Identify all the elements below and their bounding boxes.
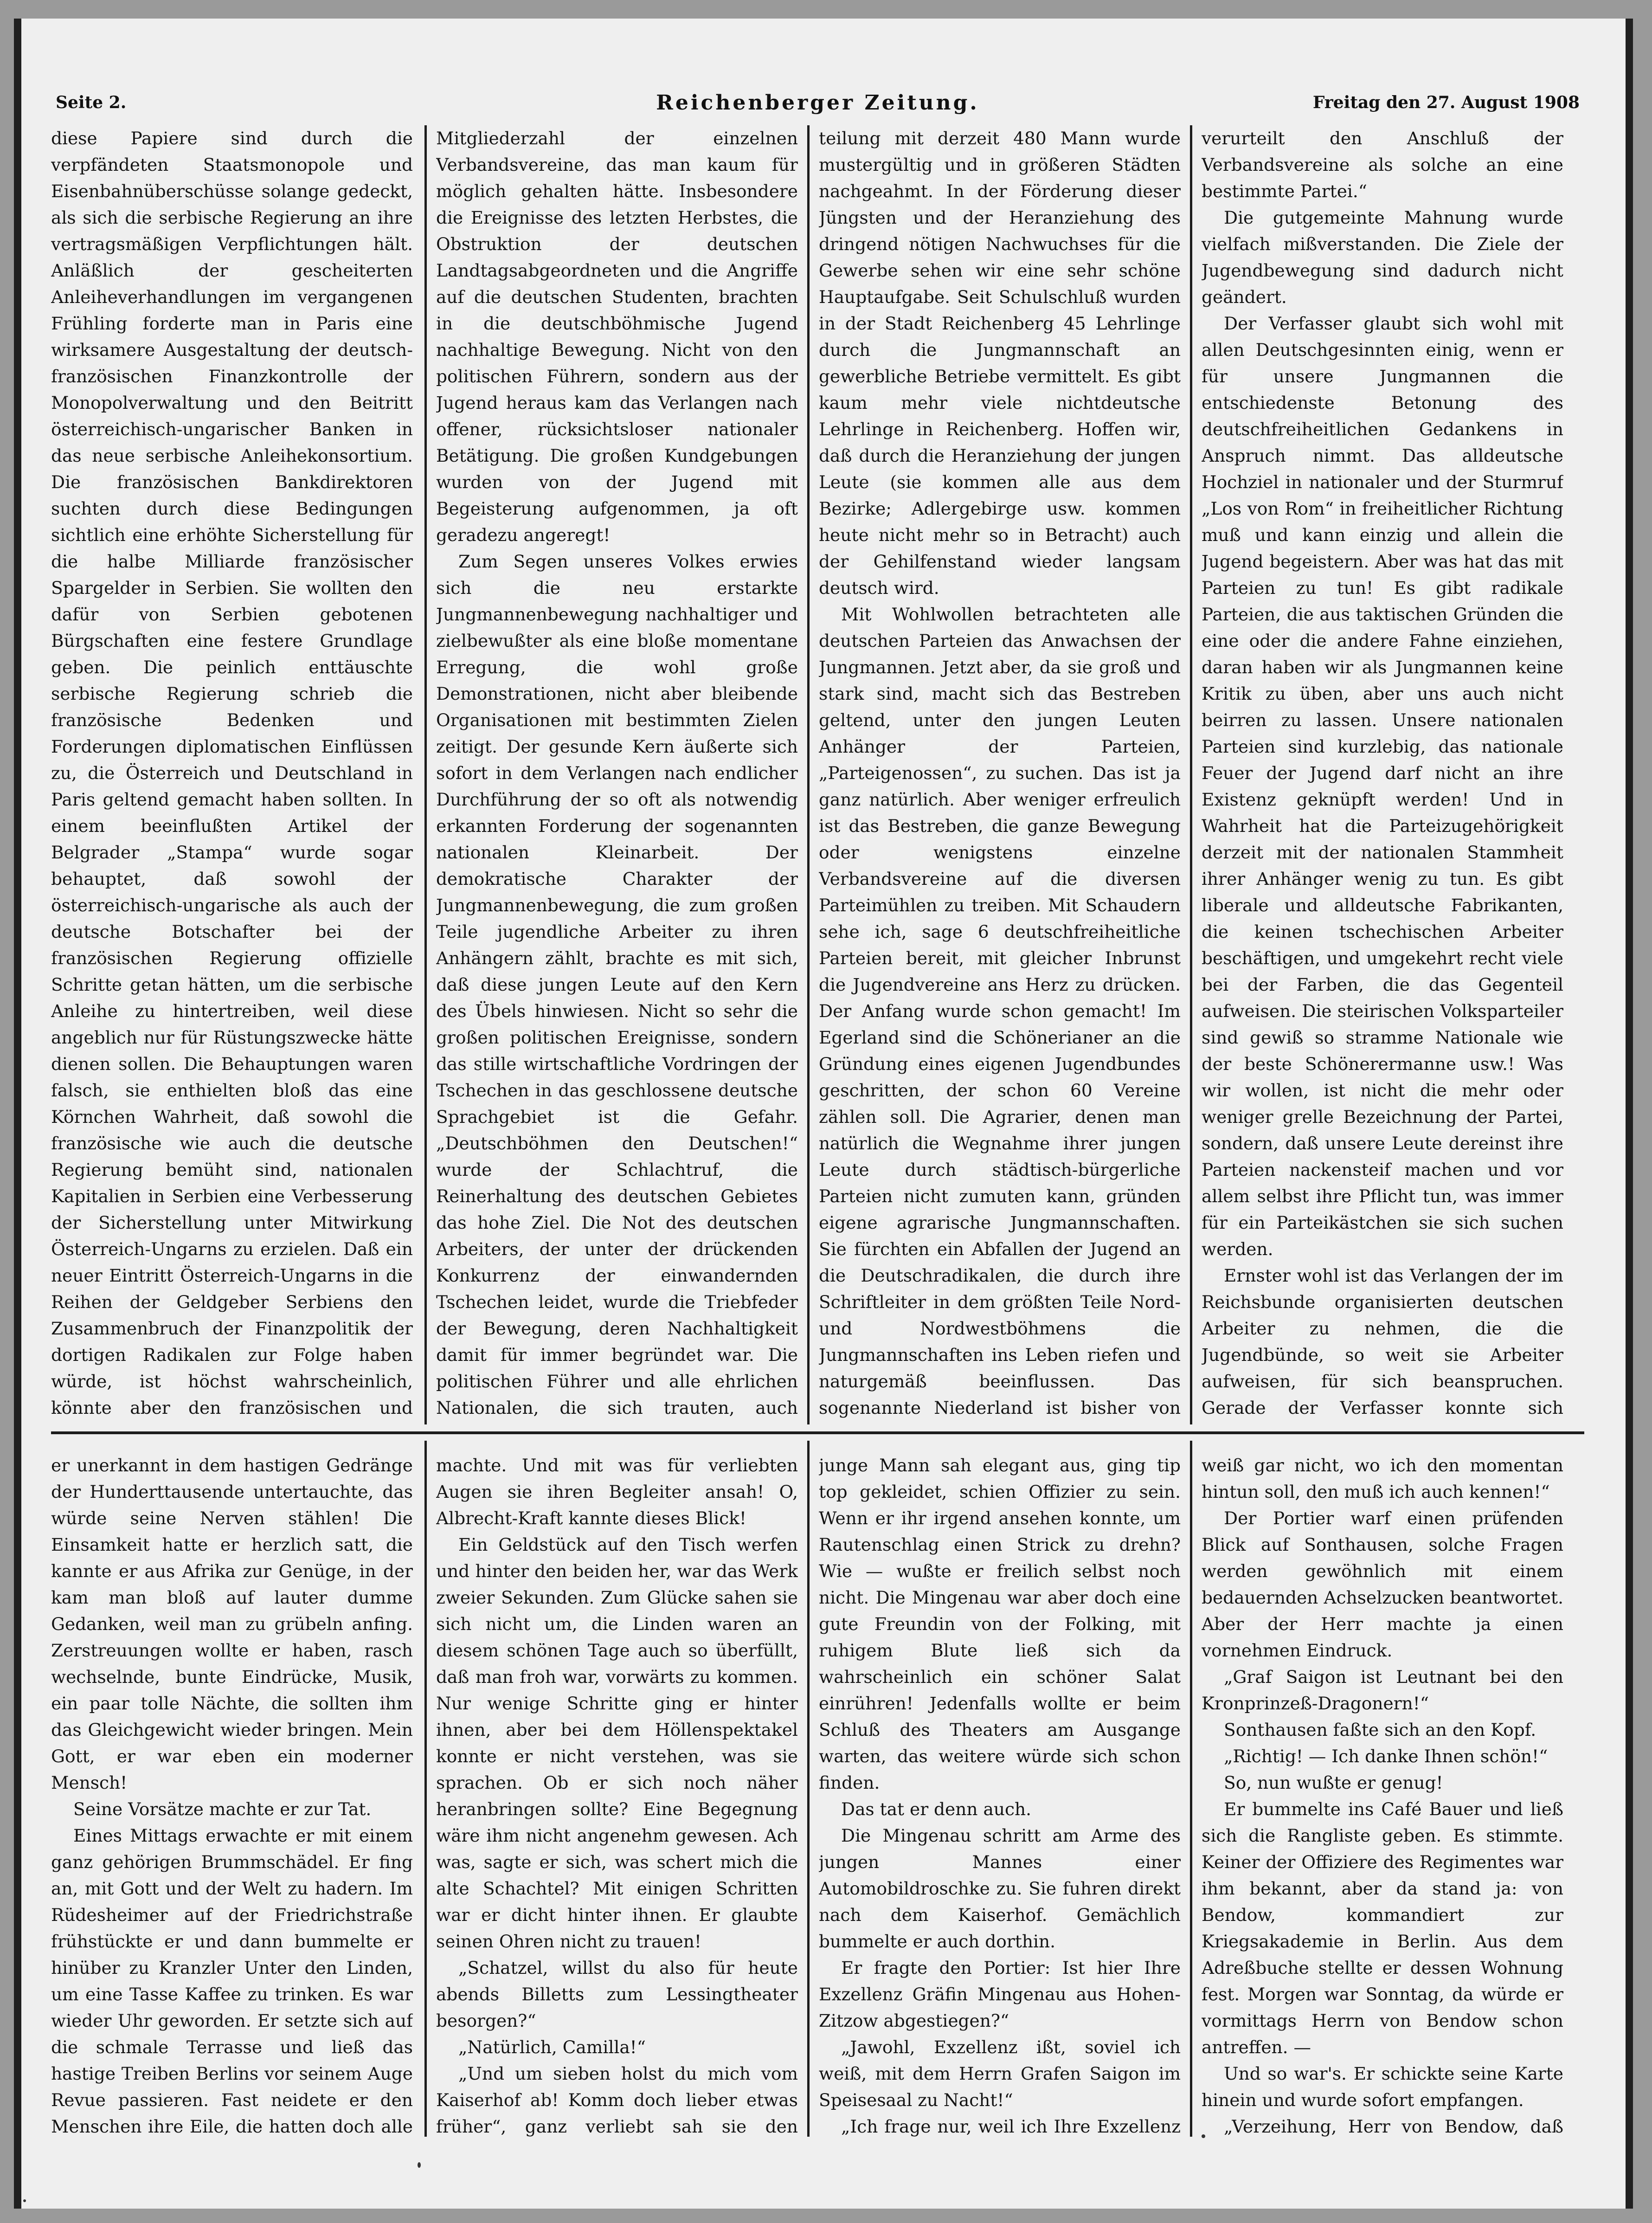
feuilleton-paragraphs — [1202, 1452, 1563, 2139]
paragraph: Mitgliederzahl der einzelnen Verbandsvereine, das man kaum für möglich gehalten hätte. Insbesondere die Ereignisse des letzten Herbstes, die Obstruktion der deutschen Landtagsabgeordneten und die Angriffe auf die deutschen Studenten, brachten in die deutschböhmische Jugend nachhaltige Bewegung. Nicht von den politischen Führern, sondern aus der Jugend heraus kam das Verlangen nach offener, rücksichtsloser nationaler Betätigung. Die großen Kundgebungen wurden von der Jugend mit Begeisterung aufgenommen, ja oft geradezu angeregt! — [436, 128, 798, 545]
feuilleton-divider — [51, 1431, 1584, 1434]
paragraph: „Richtig! — Ich danke Ihnen schön!“ — [1224, 1746, 1548, 1766]
paragraph: „Schatzel, willst du also für heute abends Billetts zum Lessingtheater besorgen?“ — [436, 1958, 798, 2031]
paragraph: diese Papiere sind durch die verpfändeten Staatsmonopole und Eisenbahnüberschüsse solange gedeckt, als sich die serbische Regierung an ihre vertragsmäßigen Verpflichtungen hält. Anläßlich der gescheiterten Anleiheverhandlungen im vergangenen Frühling forderte man in Paris eine wirksamere Ausgestaltung der deutsch-französischen Finanzkontrolle der Monopolverwaltung und den Beitritt österreichisch-ungarischer Banken in das neue serbische Anleihekonsortium. Die französischen Bankdirektoren suchten durch diese Bedingungen sichtlich eine erhöhte Sicherstellung für die halbe Milliarde französischer Spargelder in Serbien. Sie wollten den dafür von Serbien gebotenen Bürgschaften eine festere Grundlage geben. Die peinlich enttäuschte serbische Regierung schrieb die französische Bedenken und Forderungen diplomatischen Einflüssen zu, die Österreich und Deutschland in Paris geltend gemacht haben sollten. In einem beeinflußten Artikel der Belgrader „Stampa“ wurde sogar behauptet, daß sowohl der österreichisch-ungarische als auch der deutsche Botschafter bei der französischen Regierung offizielle Schritte getan hätten, um die serbische Anleihe zu hintertreiben, weil diese angeblich nur für Rüstungszwecke hätte dienen sollen. Die Behauptungen waren falsch, sie enthielten bloß das eine Körnchen Wahrheit, daß sowohl die französische wie auch die deutsche Regierung bemüht sind, nationalen Kapitalien in Serbien eine Verbesserung der Sicherstellung unter Mitwirkung Österreich-Ungarns zu erzielen. Daß ein neuer Eintritt Österreich-Ungarns in die Reihen der Geldgeber Serbiens den Zusammenbruch der Finanzpolitik der dortigen Radikalen zur Folge haben würde, ist höchst wahrscheinlich, könnte aber den französischen und — [51, 128, 413, 1418]
newspaper-page — [14, 19, 1633, 2209]
paragraph: „Und um sieben holst du mich vom Kaiserhof ab! Komm doch lieber etwas früher“, ganz verliebt sah sie den — [436, 2063, 798, 2137]
paragraph: Mit Wohlwollen betrachteten alle deutschen Parteien das Anwachsen der Jungmannen. Jetzt aber, da sie groß und stark sind, macht sich das Bestreben geltend, unter den jungen Leuten Anhänger der Parteien, „Parteigenossen“, zu suchen. Das ist ja ganz natürlich. Aber weniger erfreulich ist das Bestreben, die ganze Bewegung oder wenigstens einzelne Verbandsvereine auf die diversen Parteimühlen zu treiben. Mit Schaudern sehe ich, sage 6 deutschfreiheitliche Parteien bereit, mit gleicher Inbrunst die Jugendvereine ans Herz zu drücken. Der Anfang wurde schon gemacht! Im Egerland sind die Schönerianer an die Gründung eines eigenen Jugendbundes geschritten, der schon 60 Vereine zählen soll. Die Agrarier, denen man natürlich die Wegnahme ihrer jungen Leute durch städtisch-bürgerliche Parteien nicht zumuten kann, gründen eigene agrarische Jungmannschaften. Sie fürchten ein Abfallen der Jugend an die Deutschradikalen, die durch ihre Schriftleiter in dem größten Teile Nord- und Nordwestböhmens die Jungmannschaften ins Leben riefen und naturgemäß beeinflussen. Das sogenannte Niederland ist bisher von — [819, 604, 1181, 1418]
top-column-3 — [819, 125, 1181, 1420]
paragraph: „Ich frage nur, weil ich Ihre Exzellenz — [841, 2116, 1181, 2137]
page-header — [51, 84, 1584, 121]
paragraph: machte. Und mit was für verliebten Augen sie ihren Begleiter ansah! O, Albrecht-Kraft kannte dieses Blick! — [436, 1455, 798, 1528]
bottom-column-3 — [819, 1452, 1181, 2139]
paragraph: Sonthausen faßte sich an den Kopf. — [1224, 1720, 1536, 1740]
scan-border-right — [1626, 19, 1633, 2209]
top-column-1 — [51, 125, 413, 1420]
feuilleton-paragraphs — [436, 1452, 798, 2139]
bottom-column-4 — [1202, 1452, 1563, 2139]
bottom-column-1 — [51, 1452, 413, 2139]
paragraph: verurteilt den Anschluß der Verbandsvereine als solche an eine bestimmte Partei.“ — [1202, 128, 1563, 201]
paragraph: So, nun wußte er genug! — [1224, 1772, 1443, 1793]
paragraph: teilung mit derzeit 480 Mann wurde mustergültig und in größeren Städten nachgeahmt. In der Förderung dieser Jüngsten und der Heranziehung des dringend nötigen Nachwuchses für die Gewerbe sehen wir eine sehr schöne Hauptaufgabe. Seit Schulschluß wurden in der Stadt Reichenberg 45 Lehrlinge durch die Jungmannschaft an gewerbliche Betriebe vermittelt. Es gibt kaum mehr viele nichtdeutsche Lehrlinge in Reichenberg. Hoffen wir, daß durch die Heranziehung der jungen Leute (sie kommen alle aus dem Bezirke; Adlergebirge usw. kommen heute nicht mehr so in Betracht) auch der Gehilfenstand wieder langsam deutsch wird. — [819, 128, 1181, 598]
paragraph: „Jawohl, Exzellenz ißt, soviel ich weiß, mit dem Herrn Grafen Saigon im Speisesaal zu Nacht!“ — [819, 2037, 1181, 2110]
paragraph: Ernster wohl ist das Verlangen der im Reichsbunde organisierten deutschen Arbeiter zu nehmen, die die Jugendbünde, so weit sie Arbeiter aufweisen, für sich beanspruchen. Gerade der Verfasser konnte sich — [1202, 1265, 1563, 1418]
paragraph: Seine Vorsätze machte er zur Tat. — [73, 1799, 372, 1819]
paragraph: Die Mingenau schritt am Arme des jungen Mannes einer Automobildroschke zu. Sie fuhren direkt nach dem Kaiserhof. Gemächlich bummelte er auch dorthin. — [819, 1825, 1181, 1952]
paragraph: er unerkannt in dem hastigen Gedränge der Hunderttausende untertauchte, das würde seine Nerven stählen! Die Einsamkeit hatte er herzlich satt, die kannte er aus Afrika zur Genüge, in der kam man bloß auf lauter dumme Gedanken, weil man zu grübeln anfing. Zerstreuungen wollte er haben, rasch wechselnde, bunte Eindrücke, Musik, ein paar tolle Nächte, die sollten ihm das Gleichgewicht wieder bringen. Mein Gott, er war eben ein moderner Mensch! — [51, 1455, 413, 1793]
paragraph: Der Verfasser glaubt sich wohl mit allen Deutschgesinnten einig, wenn er für unsere Jungmannen die entschiedenste Betonung des deutschfreiheitlichen Gedankens in Anspruch nimmt. Das alldeutsche Hochziel in nationaler und der Sturmruf „Los von Rom“ in freiheitlicher Richtung muß und kann einzig und allein die Jugend begeistern. Aber was hat das mit Parteien zu tun! Es gibt radikale Parteien, die aus taktischen Gründen die eine oder die andere Fahne einziehen, daran haben wir als Jungmannen keine Kritik zu üben, aber uns auch nicht beirren zu lassen. Unsere nationalen Parteien sind kurzlebig, das nationale Feuer der Jugend darf nicht an ihre Existenz geknüpft werden! Und in Wahrheit hat die Parteizugehörigkeit derzeit mit der nationalen Stammheit ihrer Anhänger wenig zu tun. Es gibt liberale und alldeutsche Fabrikanten, die keinen tschechischen Arbeiter beschäftigen, und umgekehrt recht viele bei der Farben, die das Gegenteil aufweisen. Die steirischen Volksparteiler sind gewiß so stramme Nationale wie der beste Schönerermanne usw.! Was wir wollen, ist nicht die mehr oder weniger grelle Bezeichnung der Partei, sondern, daß unsere Leute dereinst ihre Parteien nackensteif machen und vor allem selbst ihre Pflicht tun, was immer für ein Parteikästchen sie sich suchen werden. — [1202, 313, 1563, 1259]
bottom-column-2 — [436, 1452, 798, 2139]
column-rule — [424, 1441, 427, 2137]
paragraph: weiß gar nicht, wo ich den momentan hintun soll, den muß ich auch kennen!“ — [1202, 1455, 1563, 1502]
issue-date: Freitag den 27. August 1908 — [1312, 93, 1580, 112]
paragraph: Und so war's. Er schickte seine Karte hinein und wurde sofort empfangen. — [1202, 2063, 1563, 2110]
article-paragraphs — [1202, 125, 1563, 1420]
column-rule — [424, 125, 427, 1424]
paragraph: junge Mann sah elegant aus, ging tip top gekleidet, schien Offizier zu sein. Wenn er ihr irgend ansehen konnte, um Rautenschlag einen Strick zu drehn? Wie — wußte er freilich selbst noch nicht. Die Mingenau war aber doch eine gute Freundin von der Folking, mit ruhigem Blute ließ sich da wahrscheinlich ein schöner Salat einrühren! Jedenfalls wollte er beim Schluß des Theaters am Ausgange warten, das weitere würde sich schon finden. — [819, 1455, 1181, 1793]
column-rule — [1190, 125, 1192, 1424]
column-rule — [807, 1441, 810, 2137]
top-column-2 — [436, 125, 798, 1420]
paragraph: Eines Mittags erwachte er mit einem ganz gehörigen Brummschädel. Er fing an, mit Gott und der Welt zu hadern. Im Rüdesheimer auf der Friedrichstraße frühstückte er und dann bummelte er hinüber zu Kranzler Unter den Linden, um eine Tasse Kaffee zu trinken. Es war wieder Uhr geworden. Er setzte sich auf die schmale Terrasse und ließ das hastige Treiben Berlins vor seinem Auge Revue passieren. Fast neidete er den Menschen ihre Eile, die hatten doch alle — [51, 1825, 413, 2137]
top-column-4 — [1202, 125, 1563, 1420]
paragraph: Die gutgemeinte Mahnung wurde vielfach mißverstanden. Die Ziele der Jugendbewegung sind dadurch nicht geändert. — [1202, 207, 1563, 307]
paragraph: „Natürlich, Camilla!“ — [458, 2037, 646, 2057]
scan-border-left — [14, 19, 21, 2209]
scan-speck — [418, 2162, 421, 2168]
paragraph: „Verzeihung, Herr von Bendow, daß — [1224, 2116, 1563, 2137]
feuilleton-paragraphs — [51, 1452, 413, 2139]
article-paragraphs — [51, 125, 413, 1420]
column-rule — [1190, 1441, 1192, 2137]
article-paragraphs — [436, 125, 798, 1420]
feuilleton-paragraphs — [819, 1452, 1181, 2139]
page-content — [51, 60, 1584, 2195]
page-number: Seite 2. — [56, 93, 127, 112]
newspaper-title: Reichenberger Zeitung. — [656, 91, 979, 115]
paragraph: „Graf Saigon ist Leutnant bei den Kronprinzeß-Dragonern!“ — [1202, 1667, 1563, 1714]
scan-speck — [1202, 2134, 1205, 2138]
scan-speck — [23, 2199, 26, 2202]
article-paragraphs — [819, 125, 1181, 1420]
paragraph: Ein Geldstück auf den Tisch werfen und hinter den beiden her, war das Werk zweier Sekunden. Zum Glücke sahen sie sich nicht um, die Linden waren an diesem schönen Tage auch so überfüllt, daß man froh war, vorwärts zu kommen. Nur wenige Schritte ging er hinter ihnen, aber bei dem Höllenspektakel konnte er nicht verstehen, was sie sprachen. Ob er sich noch näher heranbringen sollte? Eine Begegnung wäre ihm nicht angenehm gewesen. Ach was, sagte er sich, was schert mich die alte Schachtel? Mit einigen Schritten war er dicht hinter ihnen. Er glaubte seinen Ohren nicht zu trauen! — [436, 1534, 798, 1952]
paragraph: Er bummelte ins Café Bauer und ließ sich die Rangliste geben. Es stimmte. Keiner der Offiziere des Regimentes war ihm bekannt, aber da stand ja: von Bendow, kommandiert zur Kriegsakademie in Berlin. Aus dem Adreßbuche stellte er dessen Wohnung fest. Morgen war Sonntag, da würde er vormittags Herrn von Bendow schon antreffen. — — [1202, 1799, 1563, 2057]
paragraph: Das tat er denn auch. — [841, 1799, 1032, 1819]
paragraph: Er fragte den Portier: Ist hier Ihre Exzellenz Gräfin Mingenau aus Hohen-Zitzow abgestiegen?“ — [819, 1958, 1181, 2031]
column-rule — [807, 125, 810, 1424]
paragraph: Der Portier warf einen prüfenden Blick auf Sonthausen, solche Fragen werden gewöhnlich mit einem bedauernden Achselzucken beantwortet. Aber der Herr machte ja einen vornehmen Eindruck. — [1202, 1508, 1563, 1661]
paragraph: Zum Segen unseres Volkes erwies sich die neu erstarkte Jungmannenbewegung nachhaltiger und zielbewußter als eine bloße momentane Erregung, die wohl große Demonstrationen, nicht aber bleibende Organisationen mit bestimmten Zielen zeitigt. Der gesunde Kern äußerte sich sofort in dem Verlangen nach endlicher Durchführung der so oft als notwendig erkannten Forderung der sogenannten nationalen Kleinarbeit. Der demokratische Charakter der Jungmannenbewegung, die zum großen Teile jugendliche Arbeiter zu ihren Anhängern zählt, brachte es mit sich, daß diese jungen Leute auf den Kern des Übels hinwiesen. Nicht so sehr die großen politischen Ereignisse, sondern das stille wirtschaftliche Vordringen der Tschechen in das geschlossene deutsche Sprachgebiet ist die Gefahr. „Deutschböhmen den Deutschen!“ wurde der Schlachtruf, die Reinerhaltung des deutschen Gebietes das hohe Ziel. Die Not des deutschen Arbeiters, der unter der drückenden Konkurrenz der einwandernden Tschechen leidet, wurde die Triebfeder der Bewegung, deren Nachhaltigkeit damit für immer begründet war. Die politischen Führer und alle ehrlichen Nationalen, die sich trauten, auch — [436, 551, 798, 1418]
